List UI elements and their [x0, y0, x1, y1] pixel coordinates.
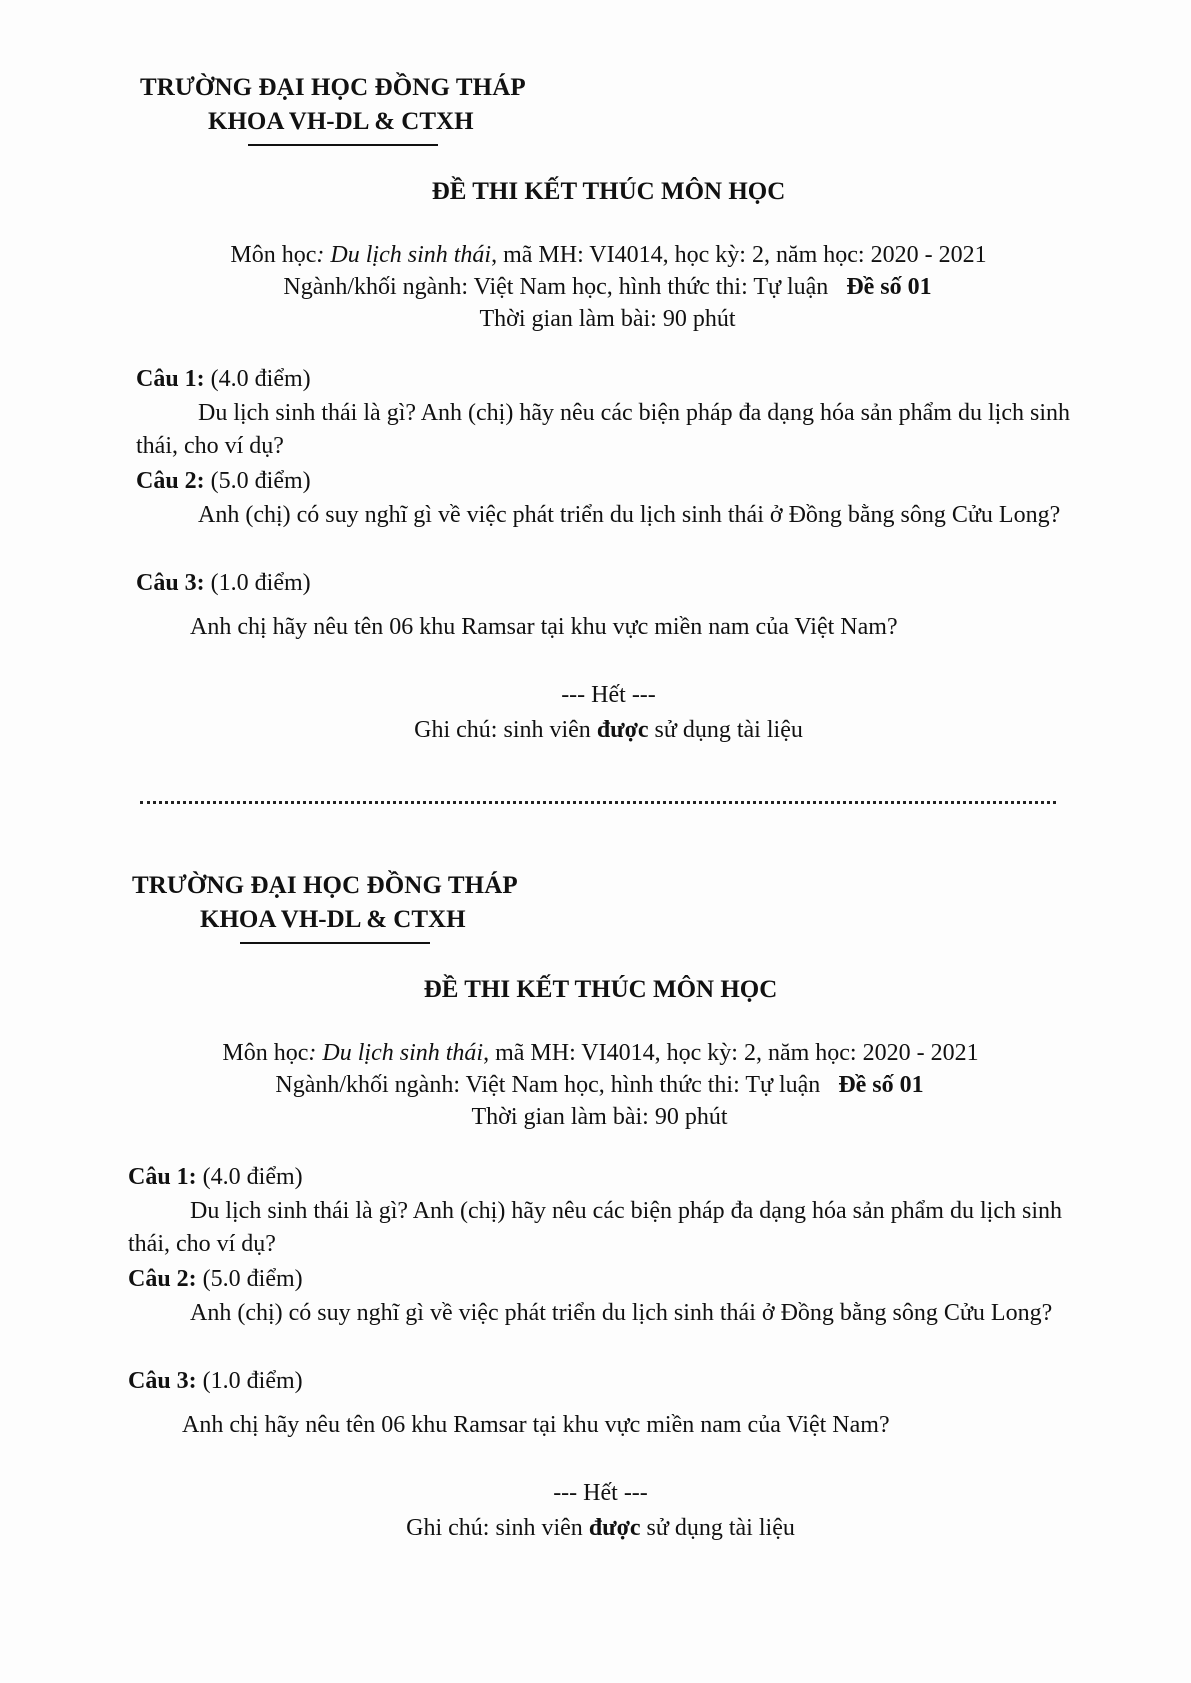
header-underline	[248, 144, 438, 146]
note-emphasis: được	[596, 717, 649, 743]
question-3-header	[128, 1368, 303, 1395]
subject-name: Du lịch sinh thái	[322, 1040, 484, 1066]
exam-title: ĐỀ THI KẾT THÚC MÔN HỌC	[431, 178, 786, 205]
note-suffix: sử dụng tài liệu	[648, 717, 803, 743]
question-1-header	[128, 1164, 303, 1191]
subject-details: , mã MH: VI4014, học kỳ: 2, năm học: 2020 - 2021	[491, 242, 987, 268]
question-1-label: Câu 1:	[128, 1164, 197, 1190]
school-name: TRƯỜNG ĐẠI HỌC ĐỒNG THÁP	[132, 872, 518, 899]
major-text: Ngành/khối ngành: Việt Nam học, hình thức thi: Tự luận	[275, 1072, 821, 1098]
question-3-label: Câu 3:	[128, 1368, 197, 1394]
question-3-header	[136, 570, 311, 597]
question-2-header	[128, 1266, 303, 1293]
question-3-points: (1.0 điểm)	[204, 570, 311, 596]
faculty-name: KHOA VH-DL & CTXH	[200, 906, 466, 933]
subject-colon: :	[316, 242, 331, 268]
note-prefix: Ghi chú: sinh viên	[414, 717, 597, 743]
question-1-points: (4.0 điểm)	[196, 1164, 303, 1190]
question-2-points: (5.0 điểm)	[196, 1266, 303, 1292]
note-prefix: Ghi chú: sinh viên	[406, 1515, 589, 1541]
question-1-header	[136, 366, 311, 393]
subject-name: Du lịch sinh thái	[330, 242, 492, 268]
school-name: TRƯỜNG ĐẠI HỌC ĐỒNG THÁP	[140, 74, 526, 101]
exam-title: ĐỀ THI KẾT THÚC MÔN HỌC	[423, 976, 778, 1003]
faculty-name: KHOA VH-DL & CTXH	[208, 108, 474, 135]
subject-prefix: Môn học	[222, 1040, 309, 1066]
question-1-text: Du lịch sinh thái là gì? Anh (chị) hãy nêu các biện pháp đa dạng hóa sản phẩm du lịch sinh thái, cho ví dụ?	[136, 400, 1070, 459]
question-2-text: Anh (chị) có suy nghĩ gì về việc phát triển du lịch sinh thái ở Đồng bằng sông Cửu Long?	[198, 502, 1061, 528]
major-line	[0, 1072, 1191, 1099]
duration-line: Thời gian làm bài: 90 phút	[479, 306, 736, 332]
subject-prefix: Môn học	[230, 242, 317, 268]
dotted-cut-line	[140, 801, 1056, 804]
question-3-text: Anh chị hãy nêu tên 06 khu Ramsar tại khu vực miền nam của Việt Nam?	[182, 1412, 890, 1438]
subject-line	[0, 1040, 1191, 1067]
exam-code: Đề số 01	[838, 1072, 924, 1098]
question-3-points: (1.0 điểm)	[196, 1368, 303, 1394]
note-line	[8, 717, 1191, 744]
end-mark: --- Hết ---	[561, 682, 656, 708]
exam-code: Đề số 01	[846, 274, 932, 300]
subject-colon: :	[308, 1040, 323, 1066]
question-1-points: (4.0 điểm)	[204, 366, 311, 392]
note-emphasis: được	[588, 1515, 641, 1541]
question-2-text: Anh (chị) có suy nghĩ gì về việc phát triển du lịch sinh thái ở Đồng bằng sông Cửu Long?	[190, 1300, 1053, 1326]
subject-details: , mã MH: VI4014, học kỳ: 2, năm học: 2020 - 2021	[483, 1040, 979, 1066]
duration-line: Thời gian làm bài: 90 phút	[471, 1104, 728, 1130]
question-1-text: Du lịch sinh thái là gì? Anh (chị) hãy nêu các biện pháp đa dạng hóa sản phẩm du lịch sinh thái, cho ví dụ?	[128, 1198, 1062, 1257]
question-2-header	[136, 468, 311, 495]
question-3-text: Anh chị hãy nêu tên 06 khu Ramsar tại khu vực miền nam của Việt Nam?	[190, 614, 898, 640]
subject-line	[8, 242, 1191, 269]
question-2-label: Câu 2:	[128, 1266, 197, 1292]
major-line	[8, 274, 1191, 301]
end-mark: --- Hết ---	[553, 1480, 648, 1506]
question-2-points: (5.0 điểm)	[204, 468, 311, 494]
question-3-label: Câu 3:	[136, 570, 205, 596]
header-underline	[240, 942, 430, 944]
note-suffix: sử dụng tài liệu	[640, 1515, 795, 1541]
question-1-label: Câu 1:	[136, 366, 205, 392]
question-2-label: Câu 2:	[136, 468, 205, 494]
note-line	[0, 1515, 1191, 1542]
major-text: Ngành/khối ngành: Việt Nam học, hình thức thi: Tự luận	[283, 274, 829, 300]
